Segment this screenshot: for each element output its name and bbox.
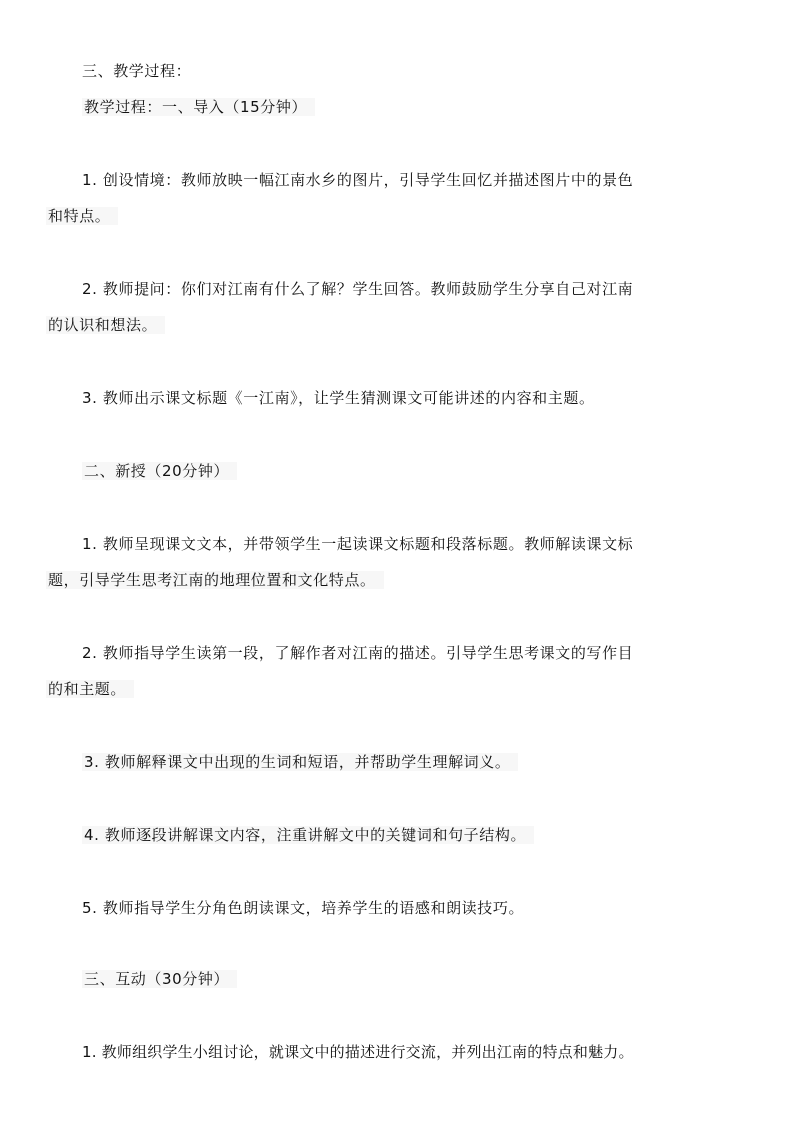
text-line: 1. 教师呈现课文文本，并带领学生一起读课文标题和段落标题。教师解读课文标	[82, 535, 634, 553]
text-line: 4. 教师逐段讲解课文内容，注重讲解文中的关键词和句子结构。	[82, 826, 534, 844]
paragraph-5-line-2	[46, 678, 134, 700]
subheading-interaction	[82, 968, 237, 990]
text-line: 和特点。	[46, 207, 118, 225]
text-line: 1. 创设情境：教师放映一幅江南水乡的图片，引导学生回忆并描述图片中的景色	[82, 171, 634, 189]
text-line: 3. 教师出示课文标题《一江南》，让学生猜测课文可能讲述的内容和主题。	[82, 389, 595, 407]
text-line: 题，引导学生思考江南的地理位置和文化特点。	[46, 571, 384, 589]
paragraph-5-line-1	[82, 642, 633, 664]
text-line: 二、新授（20分钟）	[82, 462, 237, 480]
paragraph-2-line-1	[82, 278, 633, 300]
text-line: 教学过程：一、导入（15分钟）	[82, 98, 315, 116]
paragraph-2-line-2	[46, 314, 165, 336]
paragraph-4-line-1	[82, 533, 633, 555]
text-line: 三、互动（30分钟）	[82, 970, 237, 988]
text-line: 的认识和想法。	[46, 316, 165, 334]
text-line: 2. 教师提问：你们对江南有什么了解？学生回答。教师鼓励学生分享自己对江南	[82, 280, 634, 298]
text-line: 3. 教师解释课文中出现的生词和短语，并帮助学生理解词义。	[82, 753, 518, 771]
paragraph-7-line-1	[82, 824, 534, 846]
paragraph-4-line-2	[46, 569, 384, 591]
text-line: 1. 教师组织学生小组讨论，就课文中的描述进行交流，并列出江南的特点和魅力。	[82, 1043, 634, 1061]
text-line: 三、教学过程：	[82, 62, 192, 80]
subheading-new-lesson	[82, 460, 237, 482]
paragraph-9-line-1	[82, 1041, 634, 1063]
text-line: 5. 教师指导学生分角色朗读课文，培养学生的语感和朗读技巧。	[82, 899, 525, 917]
text-line: 2. 教师指导学生读第一段，了解作者对江南的描述。引导学生思考课文的写作目	[82, 644, 634, 662]
paragraph-1-line-2	[46, 205, 118, 227]
paragraph-6-line-1	[82, 751, 518, 773]
text-line: 的和主题。	[46, 680, 134, 698]
section-heading-teaching-process	[82, 60, 191, 82]
paragraph-1-line-1	[82, 169, 633, 191]
subheading-introduction	[82, 96, 315, 118]
paragraph-8-line-1	[82, 897, 524, 919]
paragraph-3-line-1	[82, 387, 595, 409]
